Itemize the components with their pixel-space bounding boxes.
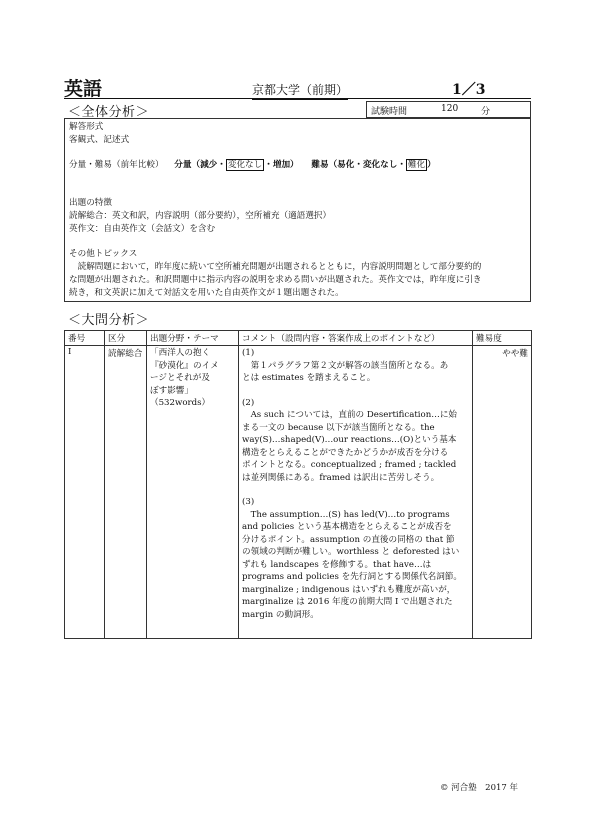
format-heading: 解答形式: [69, 122, 104, 132]
volume-selected: 変化なし: [227, 160, 263, 170]
comment-block-3: [242, 496, 469, 621]
col-category: 区分: [105, 331, 147, 346]
theme-line: ージとそれが及: [150, 373, 210, 383]
features-line-1: 読解総合：英文和訳，内容説明（部分要約），空所補充（適語選択）: [69, 211, 332, 221]
comment-line: As such については，直前の Desertification…に始: [242, 410, 458, 420]
comment-line: (1): [242, 348, 255, 358]
comment-line: 分けるポイント。assumption の直後の同格の that 節: [242, 534, 455, 545]
comment-line: の領域の判断が難しい。worthless と deforested はい: [242, 547, 460, 557]
comment-line: 構造をとらえることができたかどうかが成否を分ける: [242, 447, 449, 458]
topics-heading: その他トピックス: [69, 249, 138, 259]
comment-line: and policies という基本構造をとらえることが成否を: [242, 522, 452, 532]
features-heading: 出題の特徴: [69, 198, 112, 208]
comment-block-1: [242, 347, 469, 385]
col-comment: コメント（設問内容・答案作成上のポイントなど）: [239, 331, 473, 346]
theme-line: 『砂漠化』のイメ: [150, 360, 219, 371]
comment-line: (2): [242, 397, 255, 408]
row-number: I: [65, 346, 105, 639]
volume-pre: 分量（減少・: [174, 160, 226, 170]
overall-section-title: ＜全体分析＞: [68, 105, 150, 120]
topics-line-1: 読解問題において，昨年度に続いて空所補充問題が出題されるとともに，内容説明問題として部分要約的: [69, 262, 482, 272]
subject-title: 英語: [64, 78, 103, 100]
comment-line: margin の動詞形。: [242, 609, 319, 620]
comment-line: まる一文の because 以下が該当箇所となる。the: [242, 422, 435, 433]
comment-line: The assumption…(S) has led(V)…to programs: [242, 509, 450, 520]
major-section-title: ＜大問分析＞: [68, 313, 150, 328]
col-difficulty: 難易度: [473, 331, 532, 346]
difficulty-pre: 難易（易化・変化なし・: [311, 160, 406, 170]
row-theme: [147, 346, 239, 639]
exam-time-cell: [366, 101, 531, 118]
row-difficulty: やや難: [473, 346, 532, 639]
university-title: 京都大学（前期）: [252, 81, 348, 100]
comment-line: は並列関係にある。framed は訳出に苦労しそう。: [242, 472, 440, 483]
theme-line: 「西洋人の抱く: [150, 348, 211, 358]
volume-difficulty-line: [69, 159, 436, 172]
theme-line: （532words）: [150, 398, 211, 408]
header-rule: [64, 98, 531, 99]
row-comment: [239, 346, 473, 639]
comment-line: programs and policies を先行詞とする関係代名詞節。: [242, 572, 462, 582]
comment-line: ずれも landscapes を修飾する。that have…は: [242, 559, 432, 570]
volume-post: ・増加）: [264, 160, 299, 170]
difficulty-selected: 難化: [407, 160, 426, 170]
features-line-2: 英作文：自由英作文（会話文）を含む: [69, 224, 216, 234]
theme-line: ぼす影響」: [150, 385, 193, 396]
volume-label: 分量・難易（前年比較）: [69, 160, 164, 170]
comment-line: marginalize は 2016 年度の前期大問 I で出題された: [242, 597, 453, 607]
comment-line: 第１パラグラフ第２文が解答の該当箇所となる。あ: [242, 360, 449, 371]
major-analysis-table: [64, 330, 532, 639]
copyright-notice: © 河合塾 2017 年: [439, 783, 518, 793]
topics-line-2: な問題が出題された。和訳問題中に指示内容の説明を求める問いが出題された。英作文では，昨年度に引き: [69, 275, 482, 285]
difficulty-post: ）: [427, 160, 436, 170]
topics-line-3: 続き，和文英訳に加えて対話文を用いた自由英作文が１題出題された。: [69, 288, 344, 298]
comment-line: とは estimates を踏まえること。: [242, 373, 376, 383]
exam-time-unit: 分: [481, 107, 491, 117]
format-value: 客観式、記述式: [69, 135, 130, 145]
comment-line: (3): [242, 497, 255, 507]
col-number: 番号: [65, 331, 105, 346]
comment-line: ポイントとなる。conceptualized ; framed ; tackled: [242, 460, 457, 470]
comment-line: marginalize ; indigenous はいずれも難度が高いが，: [242, 584, 456, 595]
comment-line: way(S)…shaped(V)…our reactions…(O)という基本: [242, 435, 457, 445]
comment-block-2: [242, 397, 469, 485]
row-category: 読解総合: [105, 346, 147, 639]
col-theme: 出題分野・テーマ: [147, 331, 239, 346]
table-row: [65, 346, 532, 639]
overall-analysis-box: [64, 118, 531, 302]
table-header-row: [65, 331, 532, 346]
exam-time-value: 120: [441, 104, 459, 114]
exam-time-label: 試験時間: [371, 107, 408, 117]
page-number: 1／3: [452, 82, 486, 98]
